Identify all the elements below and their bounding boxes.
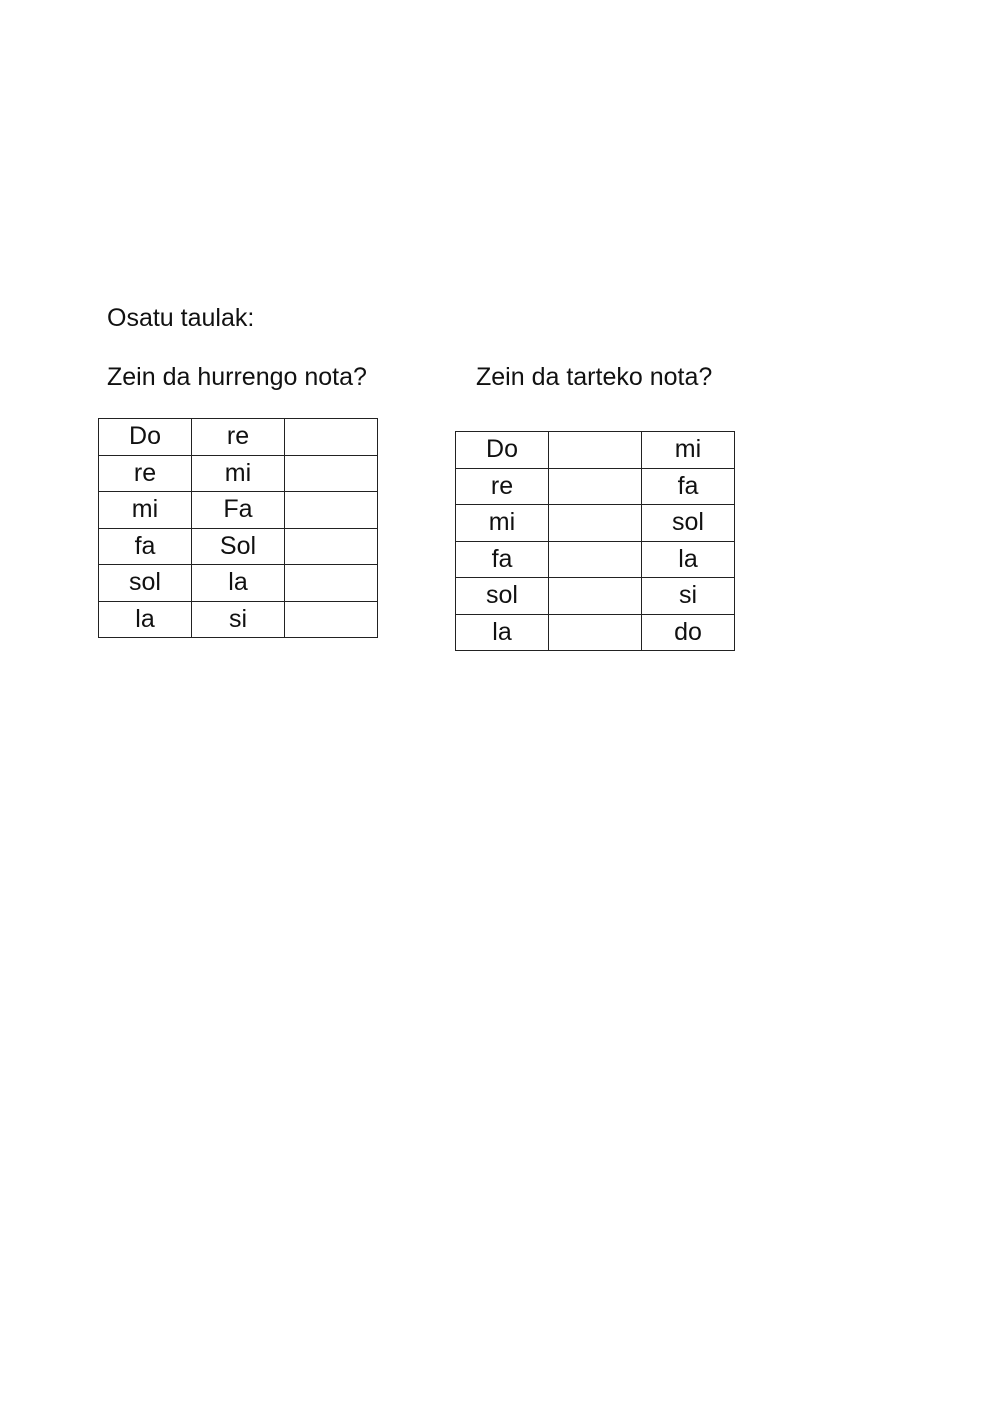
next-note-cell: mi	[192, 455, 285, 492]
note-cell: fa	[99, 528, 192, 565]
answer-cell[interactable]	[549, 468, 642, 505]
next-note-heading: Zein da hurrengo nota?	[107, 363, 367, 391]
table-row	[456, 505, 735, 542]
end-note-cell: fa	[642, 468, 735, 505]
next-note-cell: Fa	[192, 492, 285, 529]
answer-cell[interactable]	[549, 614, 642, 651]
answer-cell[interactable]	[285, 492, 378, 529]
start-note-cell: re	[456, 468, 549, 505]
end-note-cell: mi	[642, 432, 735, 469]
end-note-cell: sol	[642, 505, 735, 542]
table-row	[456, 432, 735, 469]
end-note-cell: do	[642, 614, 735, 651]
answer-cell[interactable]	[549, 432, 642, 469]
start-note-cell: Do	[456, 432, 549, 469]
answer-cell[interactable]	[285, 528, 378, 565]
note-cell: re	[99, 455, 192, 492]
next-note-table	[98, 418, 378, 638]
note-cell: Do	[99, 419, 192, 456]
start-note-cell: sol	[456, 578, 549, 615]
start-note-cell: mi	[456, 505, 549, 542]
next-note-cell: re	[192, 419, 285, 456]
table-row	[456, 468, 735, 505]
note-cell: mi	[99, 492, 192, 529]
instruction-text: Osatu taulak:	[107, 304, 255, 332]
table-row	[456, 614, 735, 651]
table-row	[456, 578, 735, 615]
answer-cell[interactable]	[549, 541, 642, 578]
table-row	[99, 528, 378, 565]
middle-note-heading: Zein da tarteko nota?	[476, 363, 713, 391]
answer-cell[interactable]	[285, 455, 378, 492]
table-row	[456, 541, 735, 578]
start-note-cell: fa	[456, 541, 549, 578]
answer-cell[interactable]	[285, 601, 378, 638]
note-cell: la	[99, 601, 192, 638]
table-row	[99, 601, 378, 638]
note-cell: sol	[99, 565, 192, 602]
answer-cell[interactable]	[285, 419, 378, 456]
table-row	[99, 492, 378, 529]
table-row	[99, 565, 378, 602]
table-row	[99, 419, 378, 456]
end-note-cell: si	[642, 578, 735, 615]
next-note-cell: Sol	[192, 528, 285, 565]
answer-cell[interactable]	[549, 505, 642, 542]
middle-note-table	[455, 431, 735, 651]
answer-cell[interactable]	[285, 565, 378, 602]
start-note-cell: la	[456, 614, 549, 651]
next-note-cell: la	[192, 565, 285, 602]
table-row	[99, 455, 378, 492]
answer-cell[interactable]	[549, 578, 642, 615]
next-note-cell: si	[192, 601, 285, 638]
end-note-cell: la	[642, 541, 735, 578]
